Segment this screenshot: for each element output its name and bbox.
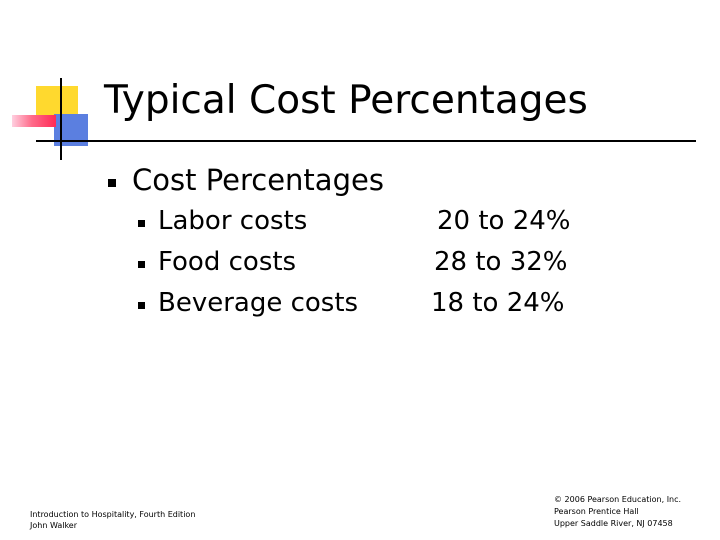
list-item-label: Food costs — [158, 247, 297, 277]
footer-book-title: Introduction to Hospitality, Fourth Edition — [30, 510, 196, 519]
square-bullet-icon — [138, 302, 145, 309]
footer-left — [30, 509, 195, 531]
list-item-value: 28 to 32% — [434, 247, 568, 277]
square-bullet-icon — [138, 220, 145, 227]
list-item-value: 20 to 24% — [437, 206, 571, 236]
title-underline — [36, 140, 696, 142]
list-item-value: 18 to 24% — [431, 288, 565, 318]
footer-author: John Walker — [30, 521, 78, 530]
list-item-label: Beverage costs — [158, 288, 359, 318]
footer-publisher: Pearson Prentice Hall — [554, 507, 639, 516]
footer-right — [554, 494, 681, 530]
vertical-rule — [60, 78, 62, 160]
footer-address: Upper Saddle River, NJ 07458 — [554, 519, 673, 528]
main-bullet-label: Cost Percentages — [132, 163, 384, 197]
list-item-label: Labor costs — [158, 206, 308, 236]
decorative-logo — [0, 0, 120, 170]
pink-bar-decoration — [12, 115, 56, 127]
square-bullet-icon — [138, 261, 145, 268]
slide-title: Typical Cost Percentages — [104, 78, 588, 123]
footer-copyright: © 2006 Pearson Education, Inc. — [554, 495, 682, 504]
square-bullet-icon — [108, 179, 116, 187]
